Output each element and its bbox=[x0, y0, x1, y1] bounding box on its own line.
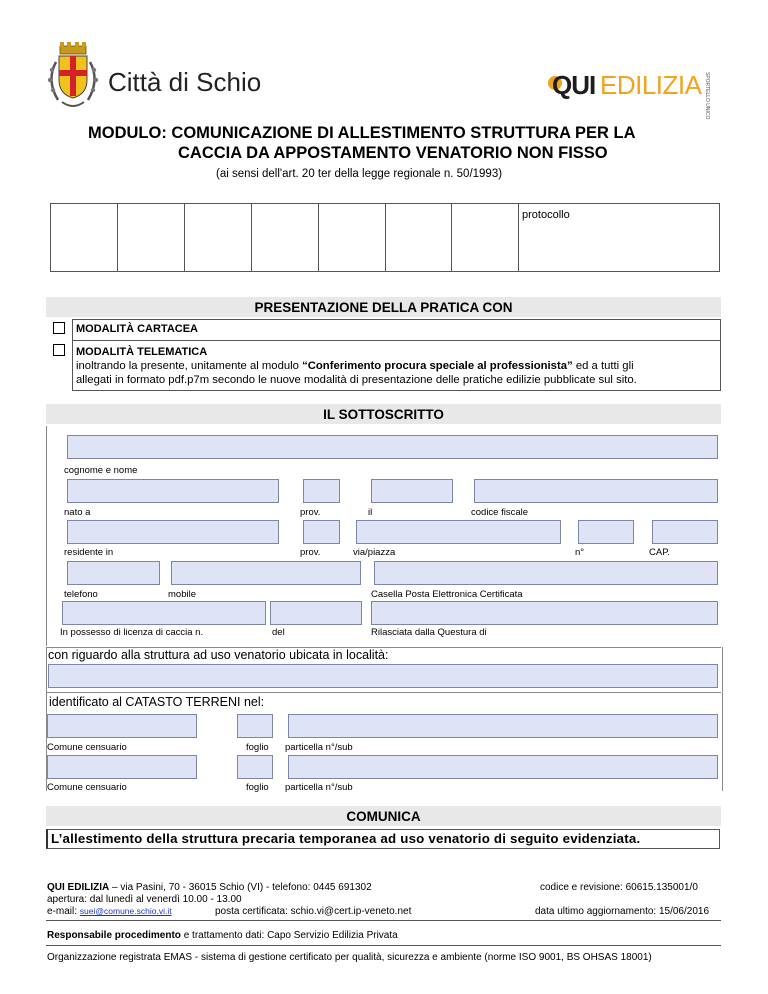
proxy-form-link: “Conferimento procura speciale al professionista” bbox=[302, 360, 573, 372]
page-subtitle: (ai sensi dell'art. 20 ter della legge regionale n. 50/1993) bbox=[216, 168, 503, 180]
fiscal-code-label: codice fiscale bbox=[471, 507, 529, 518]
issuing-office-label: Rilasciata dalla Questura di bbox=[371, 627, 487, 638]
surname-name-label: cognome e nome bbox=[64, 465, 138, 476]
street-number-label: n° bbox=[575, 547, 585, 558]
telematic-mode-checkbox[interactable] bbox=[53, 344, 65, 356]
sheet-label-2: foglio bbox=[246, 782, 269, 793]
paper-mode-label: MODALITÀ CARTACEA bbox=[76, 323, 199, 335]
footer-code: codice e revisione: 60615.135001/0 bbox=[540, 882, 698, 893]
street-number-field[interactable] bbox=[578, 520, 634, 544]
location-label: con riguardo alla struttura ad uso venatorio ubicata in località: bbox=[48, 648, 389, 662]
birthplace-field[interactable] bbox=[67, 479, 279, 503]
brand-qui: QUI bbox=[552, 70, 596, 100]
phone-label: telefono bbox=[64, 589, 98, 600]
birthplace-label: nato a bbox=[64, 507, 91, 518]
license-number-field[interactable] bbox=[62, 601, 266, 625]
footer-pec: posta certificata: schio.vi@cert.ip-veneto.net bbox=[215, 906, 412, 917]
birth-date-label: il bbox=[368, 507, 373, 518]
municipality-label-1: Comune censuario bbox=[47, 742, 127, 753]
pec-label: Casella Posta Elettronica Certificata bbox=[371, 589, 523, 600]
pec-field[interactable] bbox=[374, 561, 718, 585]
cap-label: CAP. bbox=[649, 547, 670, 558]
footer-certification: Organizzazione registrata EMAS - sistema di gestione certificato per qualità, sicurezza e ambiente (norme ISO 9001, BS OHSAS 18001) bbox=[47, 952, 652, 963]
mobile-label: mobile bbox=[168, 589, 196, 600]
parcel-label-2: particella n°/sub bbox=[285, 782, 353, 793]
parcel-field-2[interactable] bbox=[288, 755, 718, 779]
footer-divider-1 bbox=[46, 920, 721, 921]
surname-name-field[interactable] bbox=[67, 435, 718, 459]
cap-field[interactable] bbox=[652, 520, 718, 544]
subscriber-heading: IL SOTTOSCRITTO bbox=[46, 404, 721, 424]
birth-province-field[interactable] bbox=[303, 479, 340, 503]
license-date-label: del bbox=[272, 627, 285, 638]
footer-email: e-mail: suei@comune.schio.vi.it bbox=[47, 906, 172, 917]
footer-office: QUI EDILIZIA – via Pasini, 70 - 36015 Schio (VI) - telefono: 0445 691302 bbox=[47, 882, 372, 893]
mobile-field[interactable] bbox=[171, 561, 361, 585]
residence-province-label: prov. bbox=[300, 547, 321, 558]
page-title-line2: CACCIA DA APPOSTAMENTO VENATORIO NON FISSO bbox=[178, 144, 608, 162]
city-crest-logo bbox=[42, 40, 104, 115]
communicates-heading: COMUNICA bbox=[46, 806, 721, 826]
brand-edilizia: EDILIZIA bbox=[600, 70, 702, 100]
brand-tag: SPORTELLO UNICO bbox=[704, 72, 710, 120]
email-link[interactable]: suei@comune.schio.vi.it bbox=[79, 906, 172, 916]
license-date-field[interactable] bbox=[270, 601, 362, 625]
sheet-field-2[interactable] bbox=[237, 755, 273, 779]
residence-field[interactable] bbox=[67, 520, 279, 544]
parcel-label-1: particella n°/sub bbox=[285, 742, 353, 753]
paper-mode-checkbox[interactable] bbox=[53, 322, 65, 334]
license-number-label: In possesso di licenza di caccia n. bbox=[60, 627, 204, 638]
presentation-heading: PRESENTAZIONE DELLA PRATICA CON bbox=[46, 297, 721, 317]
phone-field[interactable] bbox=[67, 561, 160, 585]
street-label: via/piazza bbox=[353, 547, 396, 558]
location-field[interactable] bbox=[48, 664, 718, 688]
municipality-field-1[interactable] bbox=[47, 714, 197, 738]
city-name: Città di Schio bbox=[108, 67, 262, 97]
birth-province-label: prov. bbox=[300, 507, 321, 518]
residence-label: residente in bbox=[64, 547, 114, 558]
footer-hours: apertura: dal lunedì al venerdì 10.00 - 13.00 bbox=[47, 894, 242, 905]
telematic-mode-label: MODALITÀ TELEMATICA bbox=[76, 346, 208, 358]
sheet-field-1[interactable] bbox=[237, 714, 273, 738]
page-title-line1: MODULO: COMUNICAZIONE DI ALLESTIMENTO STRUTTURA PER LA bbox=[88, 124, 636, 142]
parcel-field-1[interactable] bbox=[288, 714, 718, 738]
footer-updated: data ultimo aggiornamento: 15/06/2016 bbox=[535, 906, 710, 917]
fiscal-code-field[interactable] bbox=[474, 479, 718, 503]
communicates-statement: L’allestimento della struttura precaria temporanea ad uso venatorio di seguito evidenziata. bbox=[46, 829, 720, 849]
street-field[interactable] bbox=[356, 520, 561, 544]
residence-province-field[interactable] bbox=[303, 520, 340, 544]
protocol-label: protocollo bbox=[522, 209, 570, 221]
municipality-label-2: Comune censuario bbox=[47, 782, 127, 793]
sheet-label-1: foglio bbox=[246, 742, 269, 753]
cadastre-label: identificato al CATASTO TERRENI nel: bbox=[49, 695, 265, 709]
issuing-office-field[interactable] bbox=[371, 601, 718, 625]
birth-date-field[interactable] bbox=[371, 479, 453, 503]
footer-divider-2 bbox=[46, 945, 721, 946]
footer-responsible: Responsabile procedimento e trattamento dati: Capo Servizio Edilizia Privata bbox=[47, 930, 398, 941]
telematic-description: inoltrando la presente, unitamente al modulo “Conferimento procura speciale al professionista” ed a tutti gli allegati in formato pdf.p7m secondo le nuove modalità di presentazione delle pratiche edilizie pubblicate sul sito. bbox=[76, 360, 637, 386]
qui-edilizia-logo bbox=[548, 70, 728, 120]
municipality-field-2[interactable] bbox=[47, 755, 197, 779]
protocol-grid bbox=[50, 203, 720, 272]
